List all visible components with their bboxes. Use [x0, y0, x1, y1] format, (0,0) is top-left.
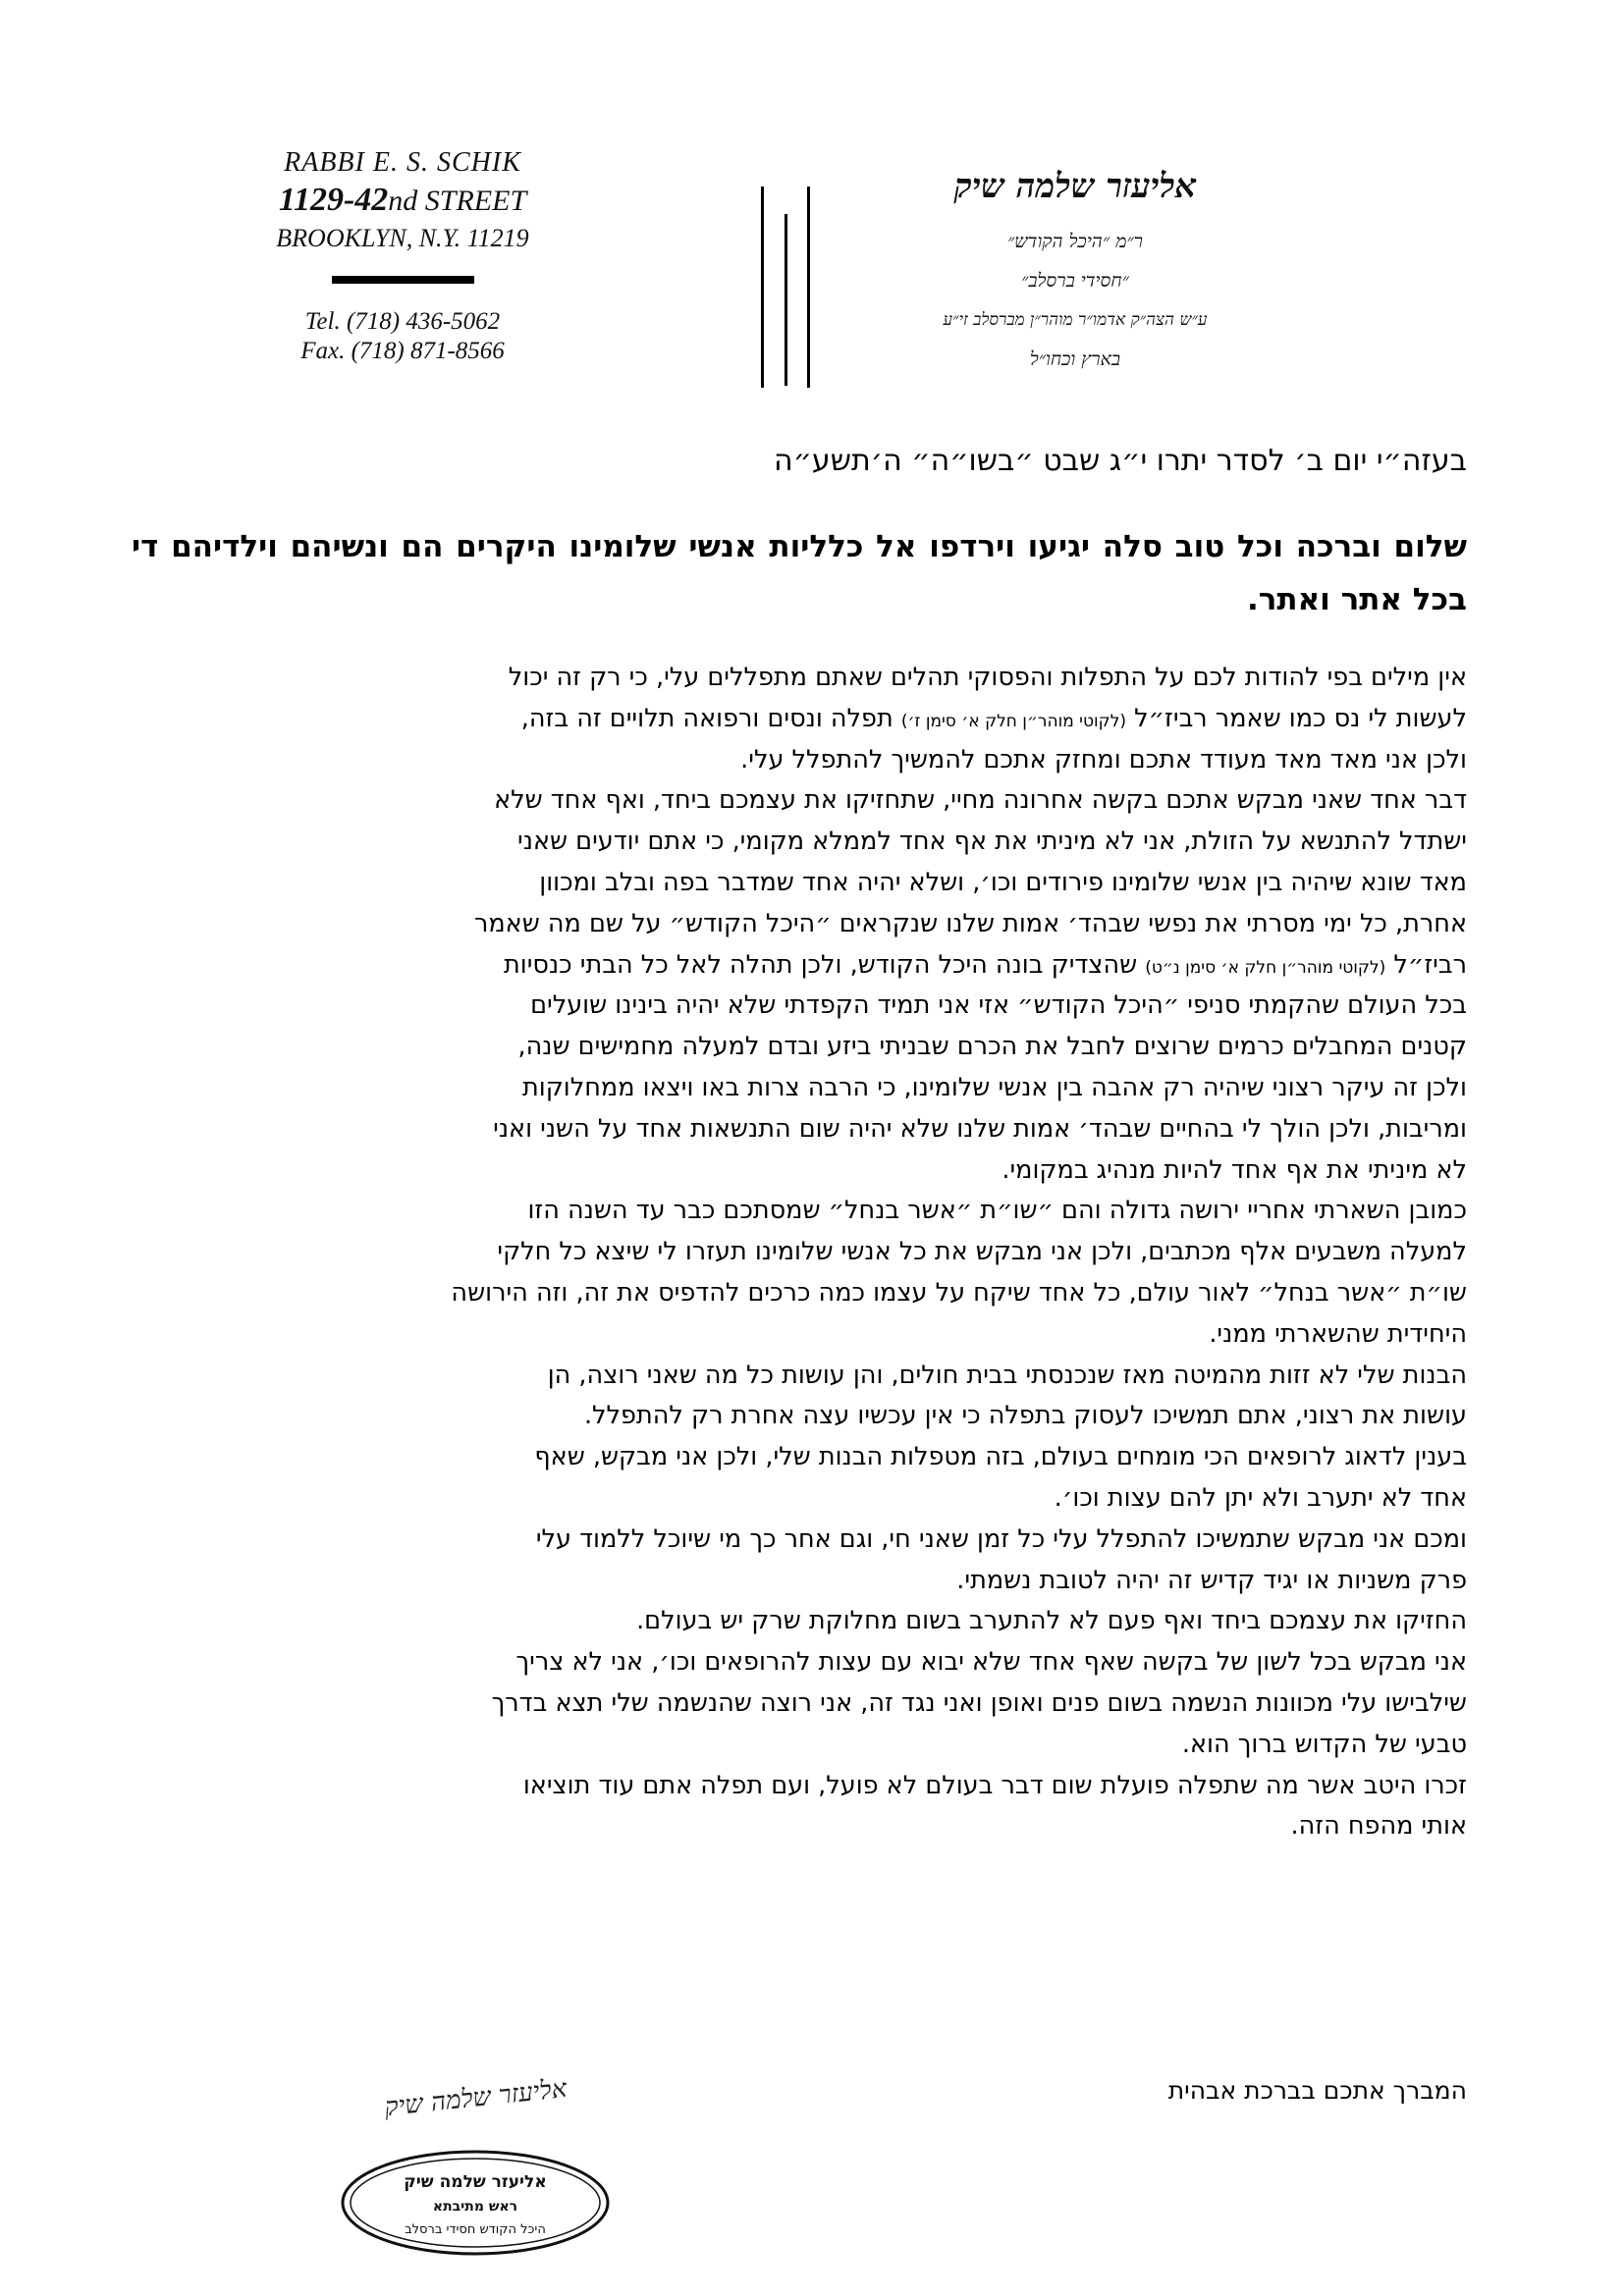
letterhead-english — [245, 145, 560, 366]
body-line: בכל העולם שהקמתי סניפי ״היכל הקודש״ אזי אני תמיד הקפדתי שלא יהיה בינינו שועלים — [530, 990, 1467, 1021]
body-line: היחידית שהשארתי ממני. — [1209, 1318, 1467, 1349]
greeting: שלום וברכה וכל טוב סלה יגיעו וירדפו אל כלליות אנשי שלומינו היקרים הם ונשיהם וילדיהם די בכל אתר ואתר. — [132, 529, 1467, 617]
body-line: קטנים המחבלים כרמים שרוצים לחבל את הכרם שבניתי ביזע ובדם למעלה מחמישים שנה, — [517, 1032, 1467, 1062]
body-line: אותי מהפח הזה. — [1290, 1811, 1467, 1842]
telephone: Tel. (718) 436-5062 — [304, 308, 501, 335]
stamp-graphic — [339, 2148, 612, 2258]
hebrew-rabbi-name: אליעזר שלמה שיק — [953, 167, 1197, 206]
hebrew-title-2: ״חסידי ברסלב״ — [1021, 270, 1129, 292]
body-line: דבר אחד שאני מבקש אתכם בקשה אחרונה מחיי, שתחזיקו את עצמכם ביחד, ואף אחד שלא — [494, 785, 1467, 816]
body-line: מאד שונא שיהיה בין אנשי שלומינו פירודים וכו׳, ושלא יהיה אחד שמדבר בפה ובלב ומכוון — [539, 867, 1467, 897]
rabbinical-stamp — [339, 2148, 612, 2258]
letterhead-divider — [761, 187, 830, 388]
body-line: פרק משניות או יגיד קדיש זה יהיה לטובת נשמתי. — [956, 1565, 1467, 1595]
source-citation: (לקוטי מוהר״ן חלק א׳ סימן נ״ט) — [1145, 957, 1386, 978]
city-address: BROOKLYN, N.Y. 11219 — [276, 224, 529, 252]
street-address — [245, 181, 560, 221]
letterhead-rule — [332, 276, 474, 284]
body-line: ולכן זה עיקר רצוני שיהיה רק אהבה בין אנשי שלומינו, כי הרבה צרות באו ויצאו ממחלוקות — [522, 1072, 1467, 1102]
street-name: nd STREET — [388, 185, 527, 217]
body-line: זכרו היטב אשר מה שתפלה פועלת שום דבר בעולם לא פועל, ועם תפלה אתם עוד תוציאו — [522, 1770, 1467, 1800]
divider-bar-middle — [785, 214, 787, 386]
closing-line: המברך אתכם בברכת אבהית — [1167, 2076, 1467, 2105]
body-line: ולכן אני מאד מאד מעודד אתכם ומחזק אתכם להמשיך להתפלל עלי. — [740, 744, 1467, 774]
fax: Fax. (718) 871-8566 — [300, 338, 505, 364]
body-line: שו״ת ״אשר בנחל״ לאור עולם, כל אחד שיקח על עצמו כמה כרכים להדפיס את זה, וזה הירושה — [451, 1277, 1467, 1308]
body-line: ומריבות, ולכן הולך לי בהחיים שבהד׳ אמות שלנו שלא יהיה שום התנשאות אחד על השני ואני — [493, 1113, 1467, 1144]
letter-body — [132, 658, 1467, 1847]
body-line: עושות את רצוני, אתם תמשיכו לעסוק בתפלה כי אין עכשיו עצה אחרת רק להתפלל. — [583, 1401, 1467, 1431]
body-line: טבעי של הקדוש ברוך הוא. — [1181, 1729, 1467, 1759]
body-segment: תפלה ונסים ורפואה תלויים זה בזה, — [520, 703, 893, 733]
stamp-line-2: ראש מתיבתא — [432, 2199, 518, 2215]
body-line: למעלה משבעים אלף מכתבים, ולכן אני מבקש את כל אנשי שלומינו תעזרו לי שיצא כל חלקי — [497, 1237, 1467, 1267]
body-line — [132, 699, 1467, 740]
body-line — [132, 945, 1467, 987]
body-line: אחד לא יתערב ולא יתן להם עצות וכו׳. — [1054, 1482, 1467, 1513]
divider-bar-left — [761, 187, 764, 388]
source-citation: (לקוטי מוהר״ן חלק א׳ סימן ז׳) — [900, 711, 1126, 731]
handwritten-signature: אליעזר שלמה שיק — [383, 2073, 568, 2123]
body-line: אני מבקש בכל לשון של בקשה שאף אחד שלא יבוא עם עצות להרופאים וכו׳, אני לא צריך — [515, 1647, 1467, 1678]
body-line: החזיקו את עצמכם ביחד ואף פעם לא להתערב בשום מחלוקת שרק יש בעולם. — [636, 1606, 1467, 1636]
rabbi-name: RABBI E. S. SCHIK — [284, 147, 521, 178]
letterhead-hebrew — [869, 165, 1281, 379]
date-line: בעזה״י יום ב׳ לסדר יתרו י״ג שבט ״בשו״ה״ ה׳תשע״ה — [774, 444, 1467, 478]
body-segment: לעשות לי נס כמו שאמר רביז״ל — [1134, 703, 1467, 733]
body-line: לא מיניתי את אף אחד להיות מנהיג במקומי. — [1001, 1154, 1467, 1185]
body-line: כמובן השארתי אחריי ירושה גדולה והם ״שו״ת ״אשר בנחל״ שמסתכם כבר עד השנה הזו — [527, 1196, 1467, 1226]
body-segment: רביז״ל — [1393, 949, 1467, 980]
stamp-line-3: היכל הקודש חסידי ברסלב — [405, 2222, 546, 2237]
street-number: 1129-42 — [278, 182, 389, 218]
body-line: ישתדל להתנשא על הזולת, אני לא מיניתי את אף אחד לממלא מקומי, כי אתם יודעים שאני — [517, 827, 1467, 857]
hebrew-title-3: ע״ש הצה״ק אדמו״ר מוהר״ן מברסלב זי״ע — [943, 310, 1208, 330]
body-line: ומכם אני מבקש שתמשיכו להתפלל עלי כל זמן שאני חי, וגם אחר כך מי שיוכל ללמוד עלי — [535, 1523, 1467, 1554]
hebrew-title-4: בארץ וכחו״ל — [1029, 348, 1121, 370]
body-line: הבנות שלי לא זזות מהמיטה מאז שנכנסתי בבית חולים, והן עושות כל מה שאני רוצה, הן — [547, 1360, 1467, 1390]
body-line: אחרת, כל ימי מסרתי את נפשי שבהד׳ אמות שלנו שנקראים ״היכל הקודש״ על שם מה שאמר — [473, 908, 1467, 938]
body-line: אין מילים בפי להודות לכם על התפלות והפסוקי תהלים שאתם מתפללים עלי, כי רק זה יכול — [508, 663, 1467, 692]
hebrew-title-1: ר״מ ״היכל הקודש״ — [1006, 231, 1144, 252]
body-line: שילבישו עלי מכוונות הנשמה בשום פנים ואופן ואני נגד זה, אני רוצה שהנשמה שלי תצא בדרך — [491, 1687, 1467, 1718]
stamp-line-1: אליעזר שלמה שיק — [404, 2172, 547, 2192]
body-line: בענין לדאוג לרופאים הכי מומחים בעולם, בזה מטפלות הבנות שלי, ולכן אני מבקש, שאף — [534, 1442, 1467, 1472]
divider-bar-right — [807, 187, 810, 388]
body-segment: שהצדיק בונה היכל הקודש, ולכן תהלה לאל כל הבתי כנסיות — [503, 949, 1138, 980]
